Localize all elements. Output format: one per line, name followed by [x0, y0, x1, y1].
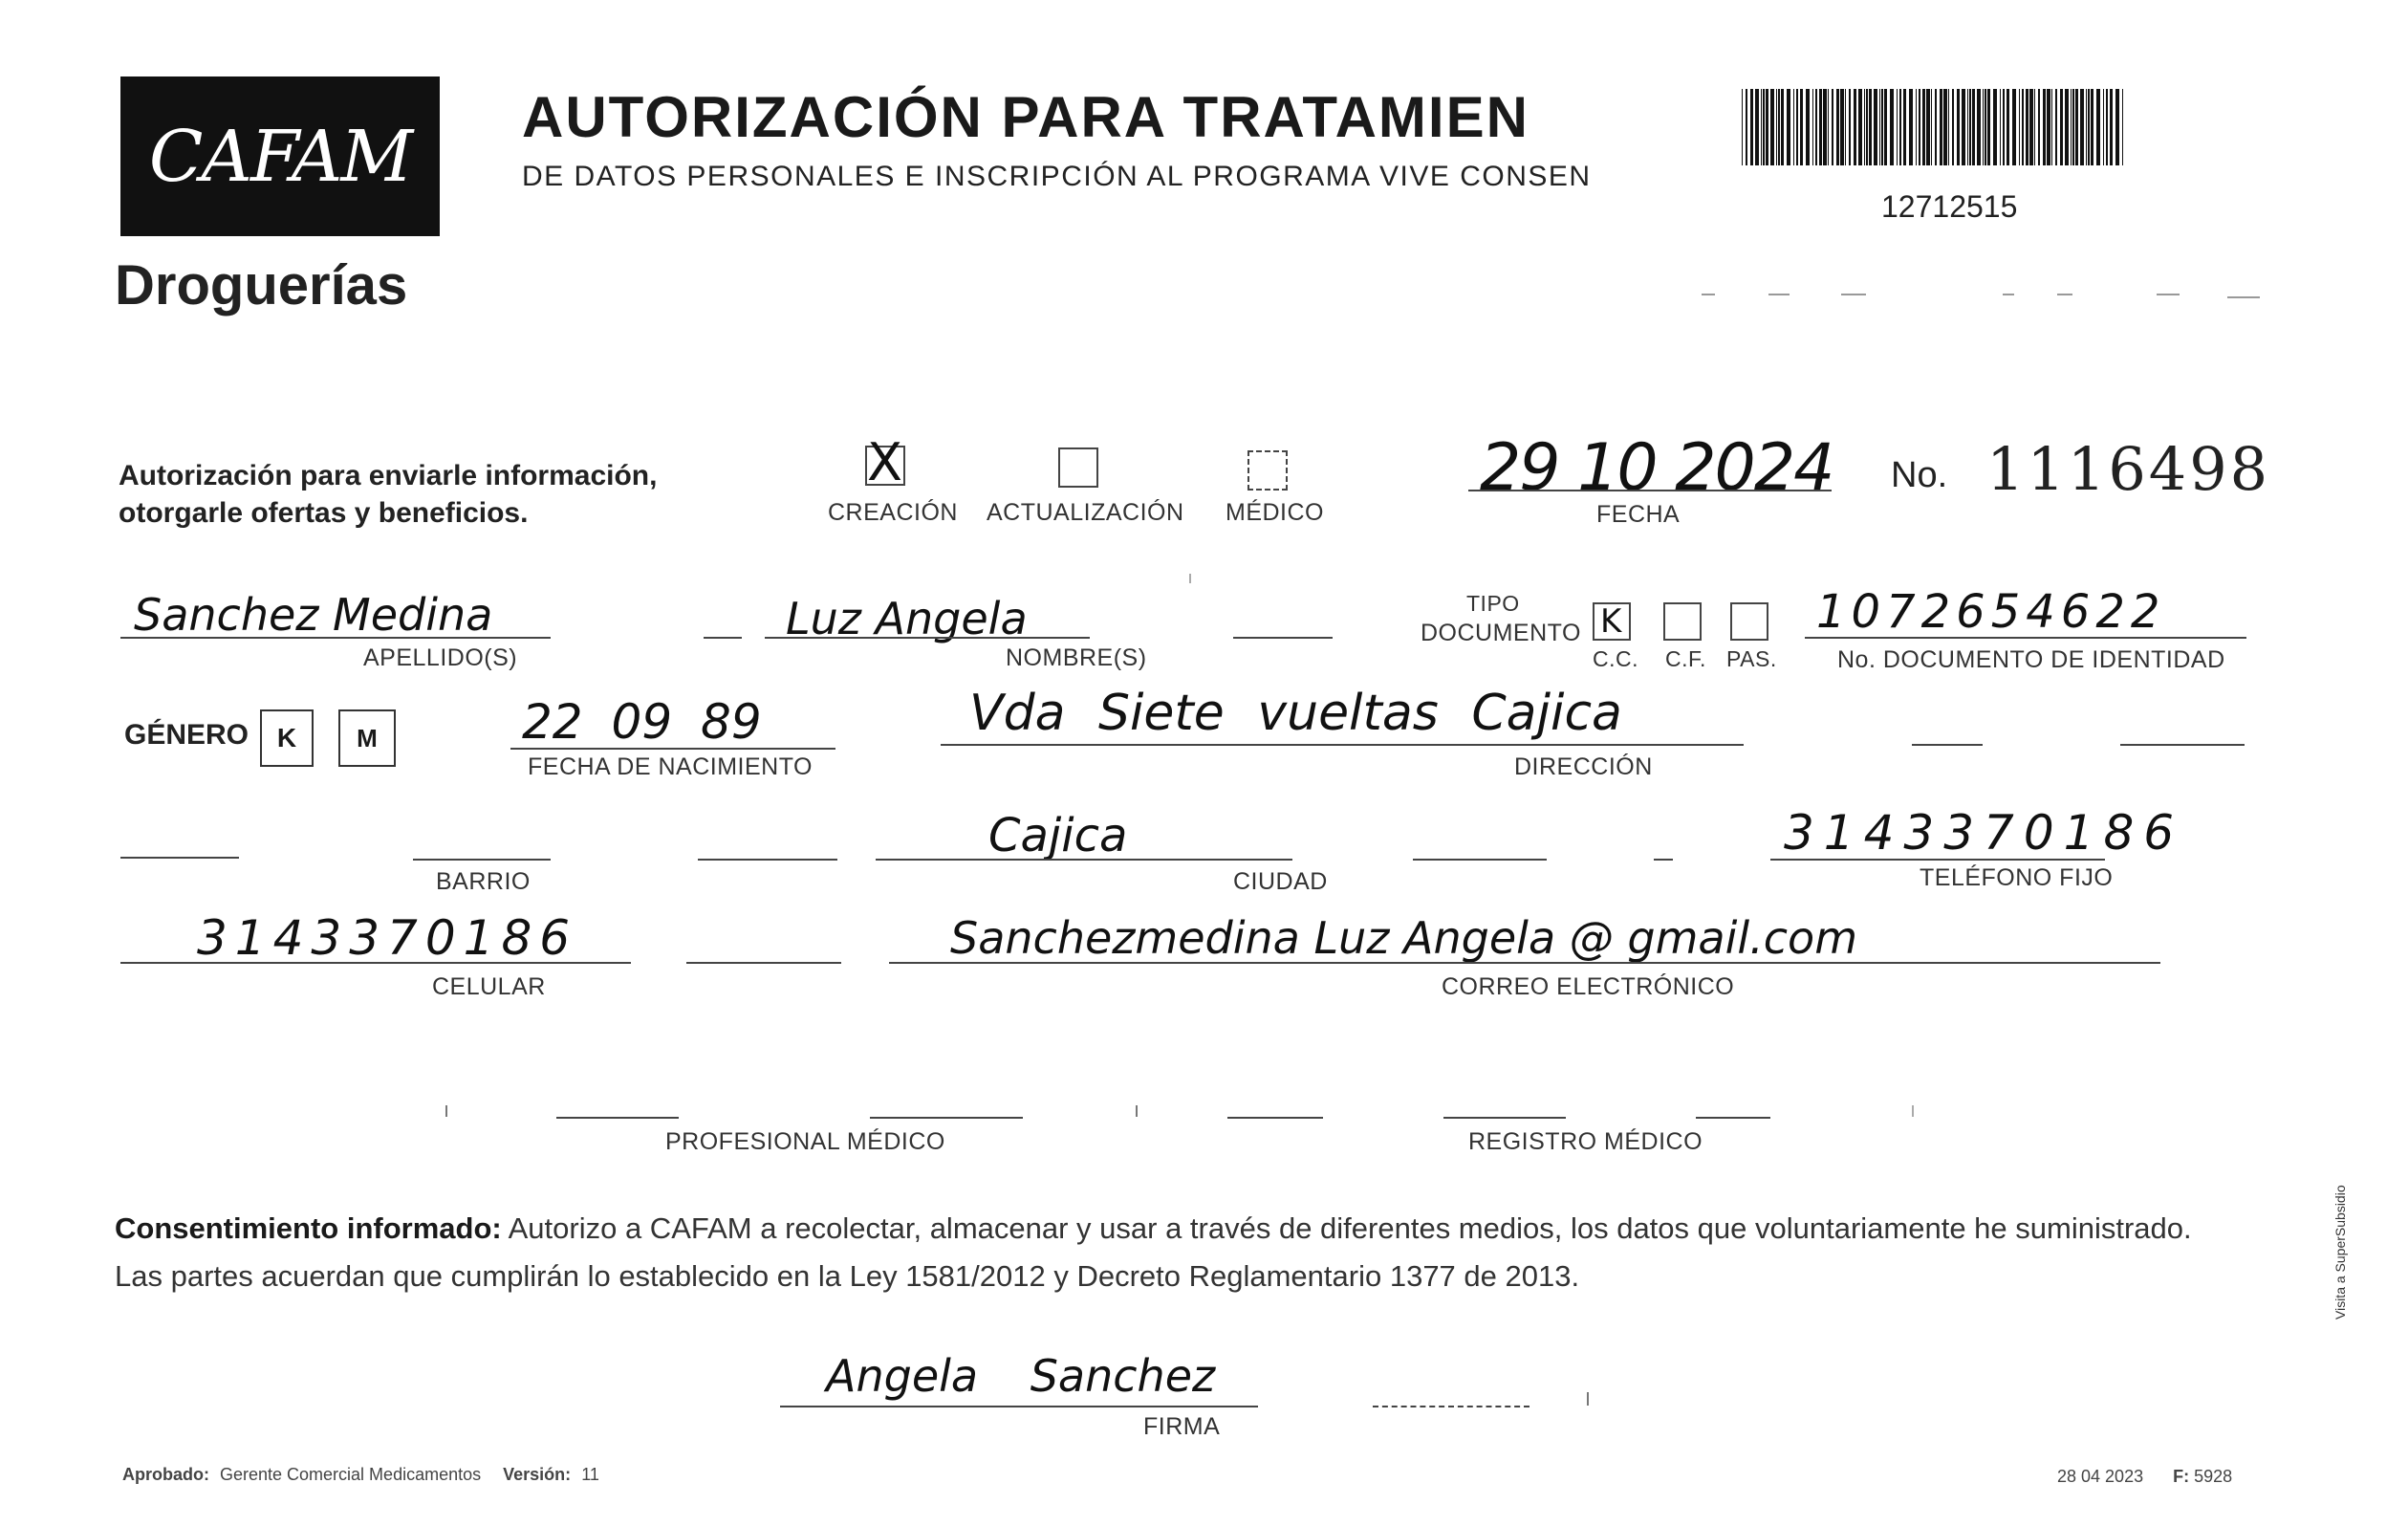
barcode-bar [1832, 89, 1833, 165]
telefono-label: TELÉFONO FIJO [1920, 864, 2114, 891]
nombres-value: Luz Angela [786, 593, 1028, 644]
barcode-bar [1890, 89, 1894, 165]
barcode-bar [1854, 89, 1856, 165]
barcode-bar [1819, 89, 1822, 165]
barcode-bar [1858, 89, 1862, 165]
apellidos-value: Sanchez Medina [134, 589, 493, 641]
barcode-bar [1926, 89, 1930, 165]
barcode-bar [1977, 89, 1981, 165]
barcode-bar [2060, 89, 2063, 165]
barcode-bar [1919, 89, 1920, 165]
side-text: Visita a SuperSubsidio [2332, 1185, 2348, 1320]
barcode-bar [2075, 89, 2078, 165]
genero-m-checkbox[interactable] [338, 709, 396, 767]
barcode-bar [2091, 89, 2093, 165]
barcode-bar [1993, 89, 1997, 165]
barcode-bar [1823, 89, 1827, 165]
barcode-bar [2022, 89, 2024, 165]
pas-label: PAS. [1726, 646, 1777, 671]
barcode-bar [2086, 89, 2087, 165]
barcode-bar [1787, 89, 1790, 165]
barcode-bar [1755, 89, 1759, 165]
barcode-bar [2026, 89, 2028, 165]
barcode-bar [2038, 89, 2040, 165]
nombres-label: NOMBRE(S) [1006, 644, 1147, 671]
barcode-bar [1909, 89, 1913, 165]
footer-right [2057, 1467, 2232, 1487]
barcode-bar [2019, 89, 2020, 165]
barcode-bar [1866, 89, 1868, 165]
fecha-value: 29 10 2024 [1480, 430, 1833, 506]
barcode [1742, 89, 2128, 167]
intro-line-2: otorgarle ofertas y beneficios. [119, 497, 529, 529]
registro-label: REGISTRO MÉDICO [1468, 1128, 1703, 1155]
genero-f-mark: K [276, 723, 297, 753]
barcode-bar [1815, 89, 1817, 165]
barcode-bar [1922, 89, 1925, 165]
barcode-bar [1967, 89, 1968, 165]
profesional-label: PROFESIONAL MÉDICO [665, 1128, 945, 1155]
barcode-bar [1940, 89, 1942, 165]
logo-text: CAFAM [148, 115, 412, 198]
form-subtitle: DE DATOS PERSONALES E INSCRIPCIÓN AL PROGRAMA VIVE CONSEN [522, 161, 1592, 192]
code-value: 5928 [2194, 1467, 2233, 1486]
aprobado-label: Aprobado: [122, 1465, 209, 1484]
barcode-bar [2103, 89, 2104, 165]
barcode-bar [1879, 89, 1880, 165]
consent-text-1: Autorizo a CAFAM a recolectar, almacenar y usar a través de diferentes medios, los datos que voluntariamente he suministrado. [501, 1211, 2192, 1245]
barcode-bar [2051, 89, 2052, 165]
barcode-bar [1931, 89, 1932, 165]
consent-bold: Consentimiento informado: [115, 1211, 502, 1245]
barcode-bar [1812, 89, 1813, 165]
barcode-bar [2029, 89, 2033, 165]
consent-line-2: Las partes acuerdan que cumplirán lo establecido en la Ley 1581/2012 y Decreto Reglamentario 1377 de 2013. [115, 1259, 1580, 1293]
brand-subtitle: Droguerías [115, 254, 408, 316]
barcode-bar [1952, 89, 1954, 165]
footer-date: 28 04 2023 [2057, 1467, 2144, 1486]
barcode-bar [1761, 89, 1762, 165]
barcode-bar [1746, 89, 1747, 165]
aprobado-value: Gerente Comercial Medicamentos [220, 1465, 482, 1484]
barcode-bar [1884, 89, 1887, 165]
barcode-bar [1845, 89, 1846, 165]
barcode-bar [2115, 89, 2119, 165]
barcode-bar [1828, 89, 1829, 165]
barcode-bar [1972, 89, 1975, 165]
correo-value: Sanchezmedina Luz Angela @ gmail.com [950, 912, 1857, 964]
medico-checkbox[interactable] [1247, 450, 1288, 491]
celular-value: 3143370186 [197, 910, 578, 966]
barcode-bar [1899, 89, 1901, 165]
genero-m-label: M [357, 723, 378, 753]
barcode-bar [1869, 89, 1872, 165]
tipo-label: TIPO [1466, 591, 1520, 616]
form-title: AUTORIZACIÓN PARA TRATAMIEN [522, 85, 1529, 149]
cafam-logo [120, 76, 440, 236]
barcode-bar [1957, 89, 1960, 165]
barcode-bar [2000, 89, 2001, 165]
barcode-bar [2034, 89, 2035, 165]
barcode-bar [2043, 89, 2046, 165]
version-label: Versión: [503, 1465, 572, 1484]
barcode-bar [2065, 89, 2069, 165]
actualizacion-label: ACTUALIZACIÓN [987, 499, 1184, 526]
barcode-bar [2007, 89, 2009, 165]
barrio-label: BARRIO [436, 868, 531, 895]
barcode-bar [2047, 89, 2050, 165]
intro-text [119, 457, 657, 532]
pas-checkbox[interactable] [1730, 602, 1768, 641]
barcode-bar [1840, 89, 1844, 165]
consent-text [115, 1205, 2192, 1300]
barcode-bar [1796, 89, 1798, 165]
documento-label: No. DOCUMENTO DE IDENTIDAD [1837, 646, 2225, 673]
documento-value: 1072654622 [1816, 585, 2166, 639]
barcode-bar [1766, 89, 1768, 165]
barcode-bar [1770, 89, 1774, 165]
fecha-label: FECHA [1596, 501, 1681, 528]
barcode-bar [1881, 89, 1883, 165]
cc-mark: K [1600, 602, 1622, 641]
barcode-bar [1781, 89, 1784, 165]
genero-label: GÉNERO [124, 719, 249, 751]
barcode-bar [1962, 89, 1965, 165]
barcode-bar [2106, 89, 2108, 165]
cc-label: C.C. [1593, 646, 1638, 671]
barcode-bar [2122, 89, 2123, 165]
barcode-bar [2088, 89, 2090, 165]
footer-left [122, 1465, 599, 1485]
barcode-bar [1742, 89, 1743, 165]
ciudad-label: CIUDAD [1233, 868, 1328, 895]
barcode-bar [1943, 89, 1947, 165]
barcode-bar [1793, 89, 1794, 165]
barcode-bar [1983, 89, 1984, 165]
signature-label: FIRMA [1143, 1413, 1221, 1440]
creacion-mark: X [867, 432, 902, 492]
barcode-bar [1836, 89, 1839, 165]
direccion-label: DIRECCIÓN [1514, 753, 1653, 780]
intro-line-1: Autorización para enviarle información, [119, 460, 658, 491]
barcode-bar [1806, 89, 1810, 165]
medico-label: MÉDICO [1226, 499, 1324, 526]
barcode-bar [1903, 89, 1906, 165]
code-label: F: [2173, 1467, 2190, 1486]
barcode-bar [1916, 89, 1917, 165]
nacimiento-value: 22 09 89 [522, 694, 762, 750]
barcode-bar [2012, 89, 2016, 165]
barcode-bar [1750, 89, 1753, 165]
barcode-bar [1874, 89, 1877, 165]
direccion-value: Vda Siete vueltas Cajica [969, 685, 1622, 742]
actualizacion-checkbox[interactable] [1058, 447, 1098, 488]
barcode-bar [2071, 89, 2072, 165]
barcode-bar [1948, 89, 1949, 165]
celular-label: CELULAR [432, 973, 546, 1000]
barcode-bar [1897, 89, 1898, 165]
barcode-bar [1985, 89, 1986, 165]
barcode-bar [1849, 89, 1851, 165]
numero-value: 1116498 [1986, 434, 2271, 504]
barcode-bar [2080, 89, 2084, 165]
signature-value: Angela Sanchez [826, 1350, 1216, 1402]
barcode-bar [2003, 89, 2005, 165]
barcode-bar [1776, 89, 1777, 165]
apellidos-label: APELLIDO(S) [363, 644, 518, 671]
ciudad-value: Cajica [988, 809, 1128, 862]
cf-checkbox[interactable] [1663, 602, 1702, 641]
barcode-bar [1969, 89, 1971, 165]
barcode-bar [1987, 89, 1990, 165]
barcode-bar [1935, 89, 1937, 165]
barcode-bar [1778, 89, 1780, 165]
correo-label: CORREO ELECTRÓNICO [1442, 973, 1735, 1000]
barcode-bar [1864, 89, 1865, 165]
barcode-bar [2110, 89, 2113, 165]
barcode-bar [2055, 89, 2057, 165]
barcode-bar [2072, 89, 2074, 165]
barcode-bar [1800, 89, 1803, 165]
creacion-label: CREACIÓN [828, 499, 958, 526]
numero-label: No. [1891, 455, 1948, 495]
consent-line-1 [115, 1205, 2192, 1253]
barcode-bar [1763, 89, 1765, 165]
nacimiento-label: FECHA DE NACIMIENTO [528, 753, 813, 780]
barcode-bar [2096, 89, 2100, 165]
documento-type-label: DOCUMENTO [1421, 620, 1581, 646]
version-value: 11 [581, 1465, 599, 1484]
telefono-value: 3143370186 [1784, 805, 2184, 861]
cf-label: C.F. [1665, 646, 1706, 671]
genero-f-checkbox[interactable] [260, 709, 314, 767]
barcode-number: 12712515 [1881, 189, 2018, 224]
